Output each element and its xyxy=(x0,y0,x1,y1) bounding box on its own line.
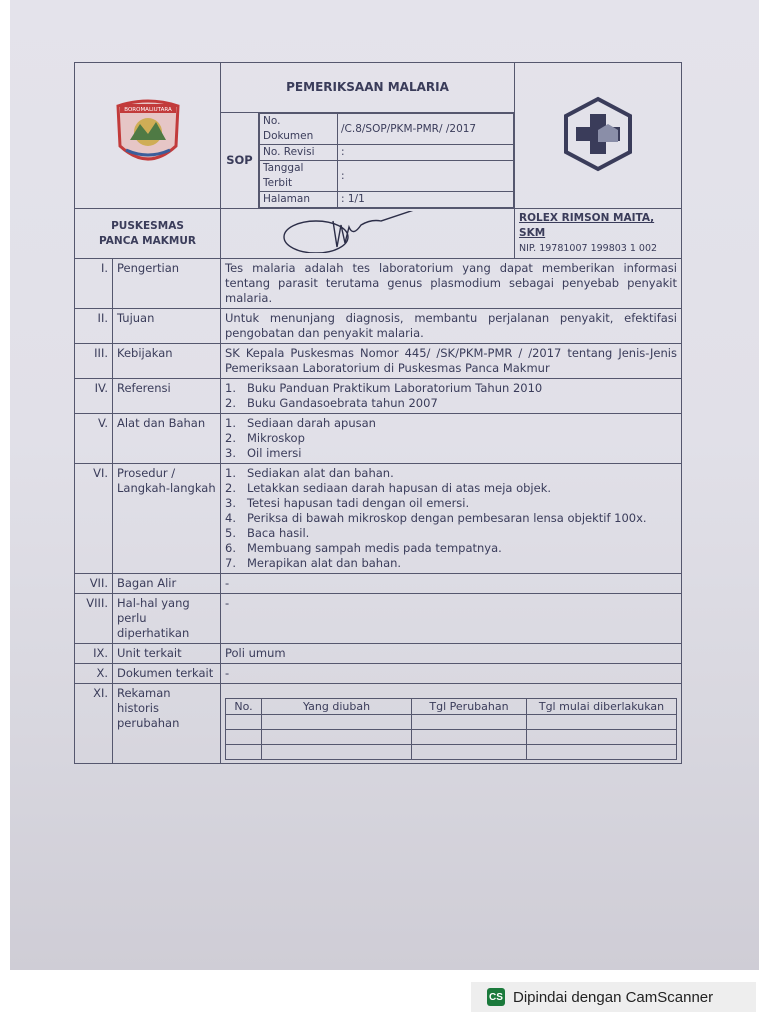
regency-emblem-icon xyxy=(108,94,188,174)
organization-cell xyxy=(75,209,221,259)
sop-label: SOP xyxy=(221,113,259,209)
section-text: - xyxy=(221,574,682,594)
column-header: Yang diubah xyxy=(262,699,412,715)
section-number: X. xyxy=(75,664,113,684)
equipment-list xyxy=(225,416,677,461)
history-cell xyxy=(221,684,682,764)
list-item: 2. Letakkan sediaan darah hapusan di atas meja objek. xyxy=(225,481,552,495)
section-row xyxy=(75,464,682,574)
section-number: I. xyxy=(75,259,113,309)
section-text: Tes malaria adalah tes laboratorium yang dapat memberikan informasi tentang parasit terutama genus plasmodium sebagai penyebab penyakit malaria. xyxy=(221,259,682,309)
svg-text:BOROMALIUTARA: BOROMALIUTARA xyxy=(123,106,172,113)
section-number: IX. xyxy=(75,644,113,664)
revision-label: No. Revisi xyxy=(260,145,338,161)
issue-date-value: : xyxy=(338,161,514,192)
section-row xyxy=(75,259,682,309)
procedure-steps xyxy=(225,466,677,571)
section-label: Kebijakan xyxy=(113,344,221,379)
section-number: II. xyxy=(75,309,113,344)
org-name-line2: PANCA MAKMUR xyxy=(99,234,196,247)
camscanner-icon: CS xyxy=(487,988,505,1006)
section-text: Poli umum xyxy=(221,644,682,664)
section-number: VII. xyxy=(75,574,113,594)
signer-cell xyxy=(515,209,682,259)
section-label: Unit terkait xyxy=(113,644,221,664)
list-item: 1. Sediaan darah apusan xyxy=(225,416,376,430)
issue-date-label: Tanggal Terbit xyxy=(260,161,338,192)
section-text: SK Kepala Puskesmas Nomor 445/ /SK/PKM-PMR / /2017 tentang Jenis-Jenis Pemeriksaan Laboratorium di Puskesmas Panca Makmur xyxy=(221,344,682,379)
section-label: Bagan Alir xyxy=(113,574,221,594)
section-row xyxy=(75,574,682,594)
section-label: Tujuan xyxy=(113,309,221,344)
section-row xyxy=(75,309,682,344)
regency-logo-cell xyxy=(75,63,221,209)
section-list-cell xyxy=(221,464,682,574)
column-header: Tgl mulai diberlakukan xyxy=(527,699,677,715)
page-label: Halaman xyxy=(260,192,338,208)
section-number: III. xyxy=(75,344,113,379)
camscanner-watermark xyxy=(471,982,756,1012)
scanned-photo xyxy=(10,0,759,970)
section-number: V. xyxy=(75,414,113,464)
section-row xyxy=(75,664,682,684)
section-label: Rekaman historis perubahan xyxy=(113,684,221,764)
section-row xyxy=(75,594,682,644)
list-item: 7. Merapikan alat dan bahan. xyxy=(225,556,402,570)
sections-table xyxy=(74,258,682,764)
history-table xyxy=(225,698,677,760)
section-label: Hal-hal yang perlu diperhatikan xyxy=(113,594,221,644)
org-name-line1: PUSKESMAS xyxy=(111,219,184,232)
section-label: Pengertian xyxy=(113,259,221,309)
section-label: Alat dan Bahan xyxy=(113,414,221,464)
list-item: 2. Mikroskop xyxy=(225,431,305,445)
signer-name: ROLEX RIMSON MAITA, SKM xyxy=(519,212,655,239)
table-row xyxy=(226,715,677,730)
section-number: IV. xyxy=(75,379,113,414)
section-row xyxy=(75,414,682,464)
section-row xyxy=(75,344,682,379)
signer-nip: NIP. 19781007 199803 1 002 xyxy=(519,243,658,254)
list-item: 1. Buku Panduan Praktikum Laboratorium Tahun 2010 xyxy=(225,381,543,395)
section-text: - xyxy=(221,664,682,684)
section-number: VI. xyxy=(75,464,113,574)
list-item: 2. Buku Gandasoebrata tahun 2007 xyxy=(225,396,438,410)
reference-list xyxy=(225,381,677,411)
document-info-table xyxy=(259,113,514,208)
column-header: No. xyxy=(226,699,262,715)
list-item: 5. Baca hasil. xyxy=(225,526,310,540)
header-table xyxy=(74,62,682,259)
doc-number-label: No. Dokumen xyxy=(260,114,338,145)
column-header: Tgl Perubahan xyxy=(412,699,527,715)
section-list-cell xyxy=(221,379,682,414)
signature-cell xyxy=(221,209,515,259)
section-label: Dokumen terkait xyxy=(113,664,221,684)
section-row xyxy=(75,644,682,664)
section-label: Referensi xyxy=(113,379,221,414)
camscanner-label: Dipindai dengan CamScanner xyxy=(513,988,714,1006)
list-item: 3. Tetesi hapusan tadi dengan oil emersi. xyxy=(225,496,470,510)
list-item: 6. Membuang sampah medis pada tempatnya. xyxy=(225,541,502,555)
section-number: VIII. xyxy=(75,594,113,644)
table-row xyxy=(226,730,677,745)
doc-number-value: /C.8/SOP/PKM-PMR/ /2017 xyxy=(338,114,514,145)
section-text: Untuk menunjang diagnosis, membantu perjalanan penyakit, efektifasi pengobatan dan penyakit malaria. xyxy=(221,309,682,344)
list-item: 3. Oil imersi xyxy=(225,446,302,460)
section-number: XI. xyxy=(75,684,113,764)
section-list-cell xyxy=(221,414,682,464)
section-label: Prosedur / Langkah-langkah xyxy=(113,464,221,574)
table-row xyxy=(226,745,677,760)
history-header-row xyxy=(226,699,677,715)
page-value: : 1/1 xyxy=(338,192,514,208)
list-item: 1. Sediakan alat dan bahan. xyxy=(225,466,394,480)
revision-value: : xyxy=(338,145,514,161)
document-title: PEMERIKSAAN MALARIA xyxy=(221,63,515,113)
section-row xyxy=(75,379,682,414)
puskesmas-cross-icon xyxy=(558,94,638,174)
section-text: - xyxy=(221,594,682,644)
section-row xyxy=(75,684,682,764)
health-logo-cell xyxy=(515,63,682,209)
sop-document xyxy=(74,62,682,730)
handwritten-signature-icon xyxy=(221,211,511,253)
list-item: 4. Periksa di bawah mikroskop dengan pembesaran lensa objektif 100x. xyxy=(225,511,647,525)
